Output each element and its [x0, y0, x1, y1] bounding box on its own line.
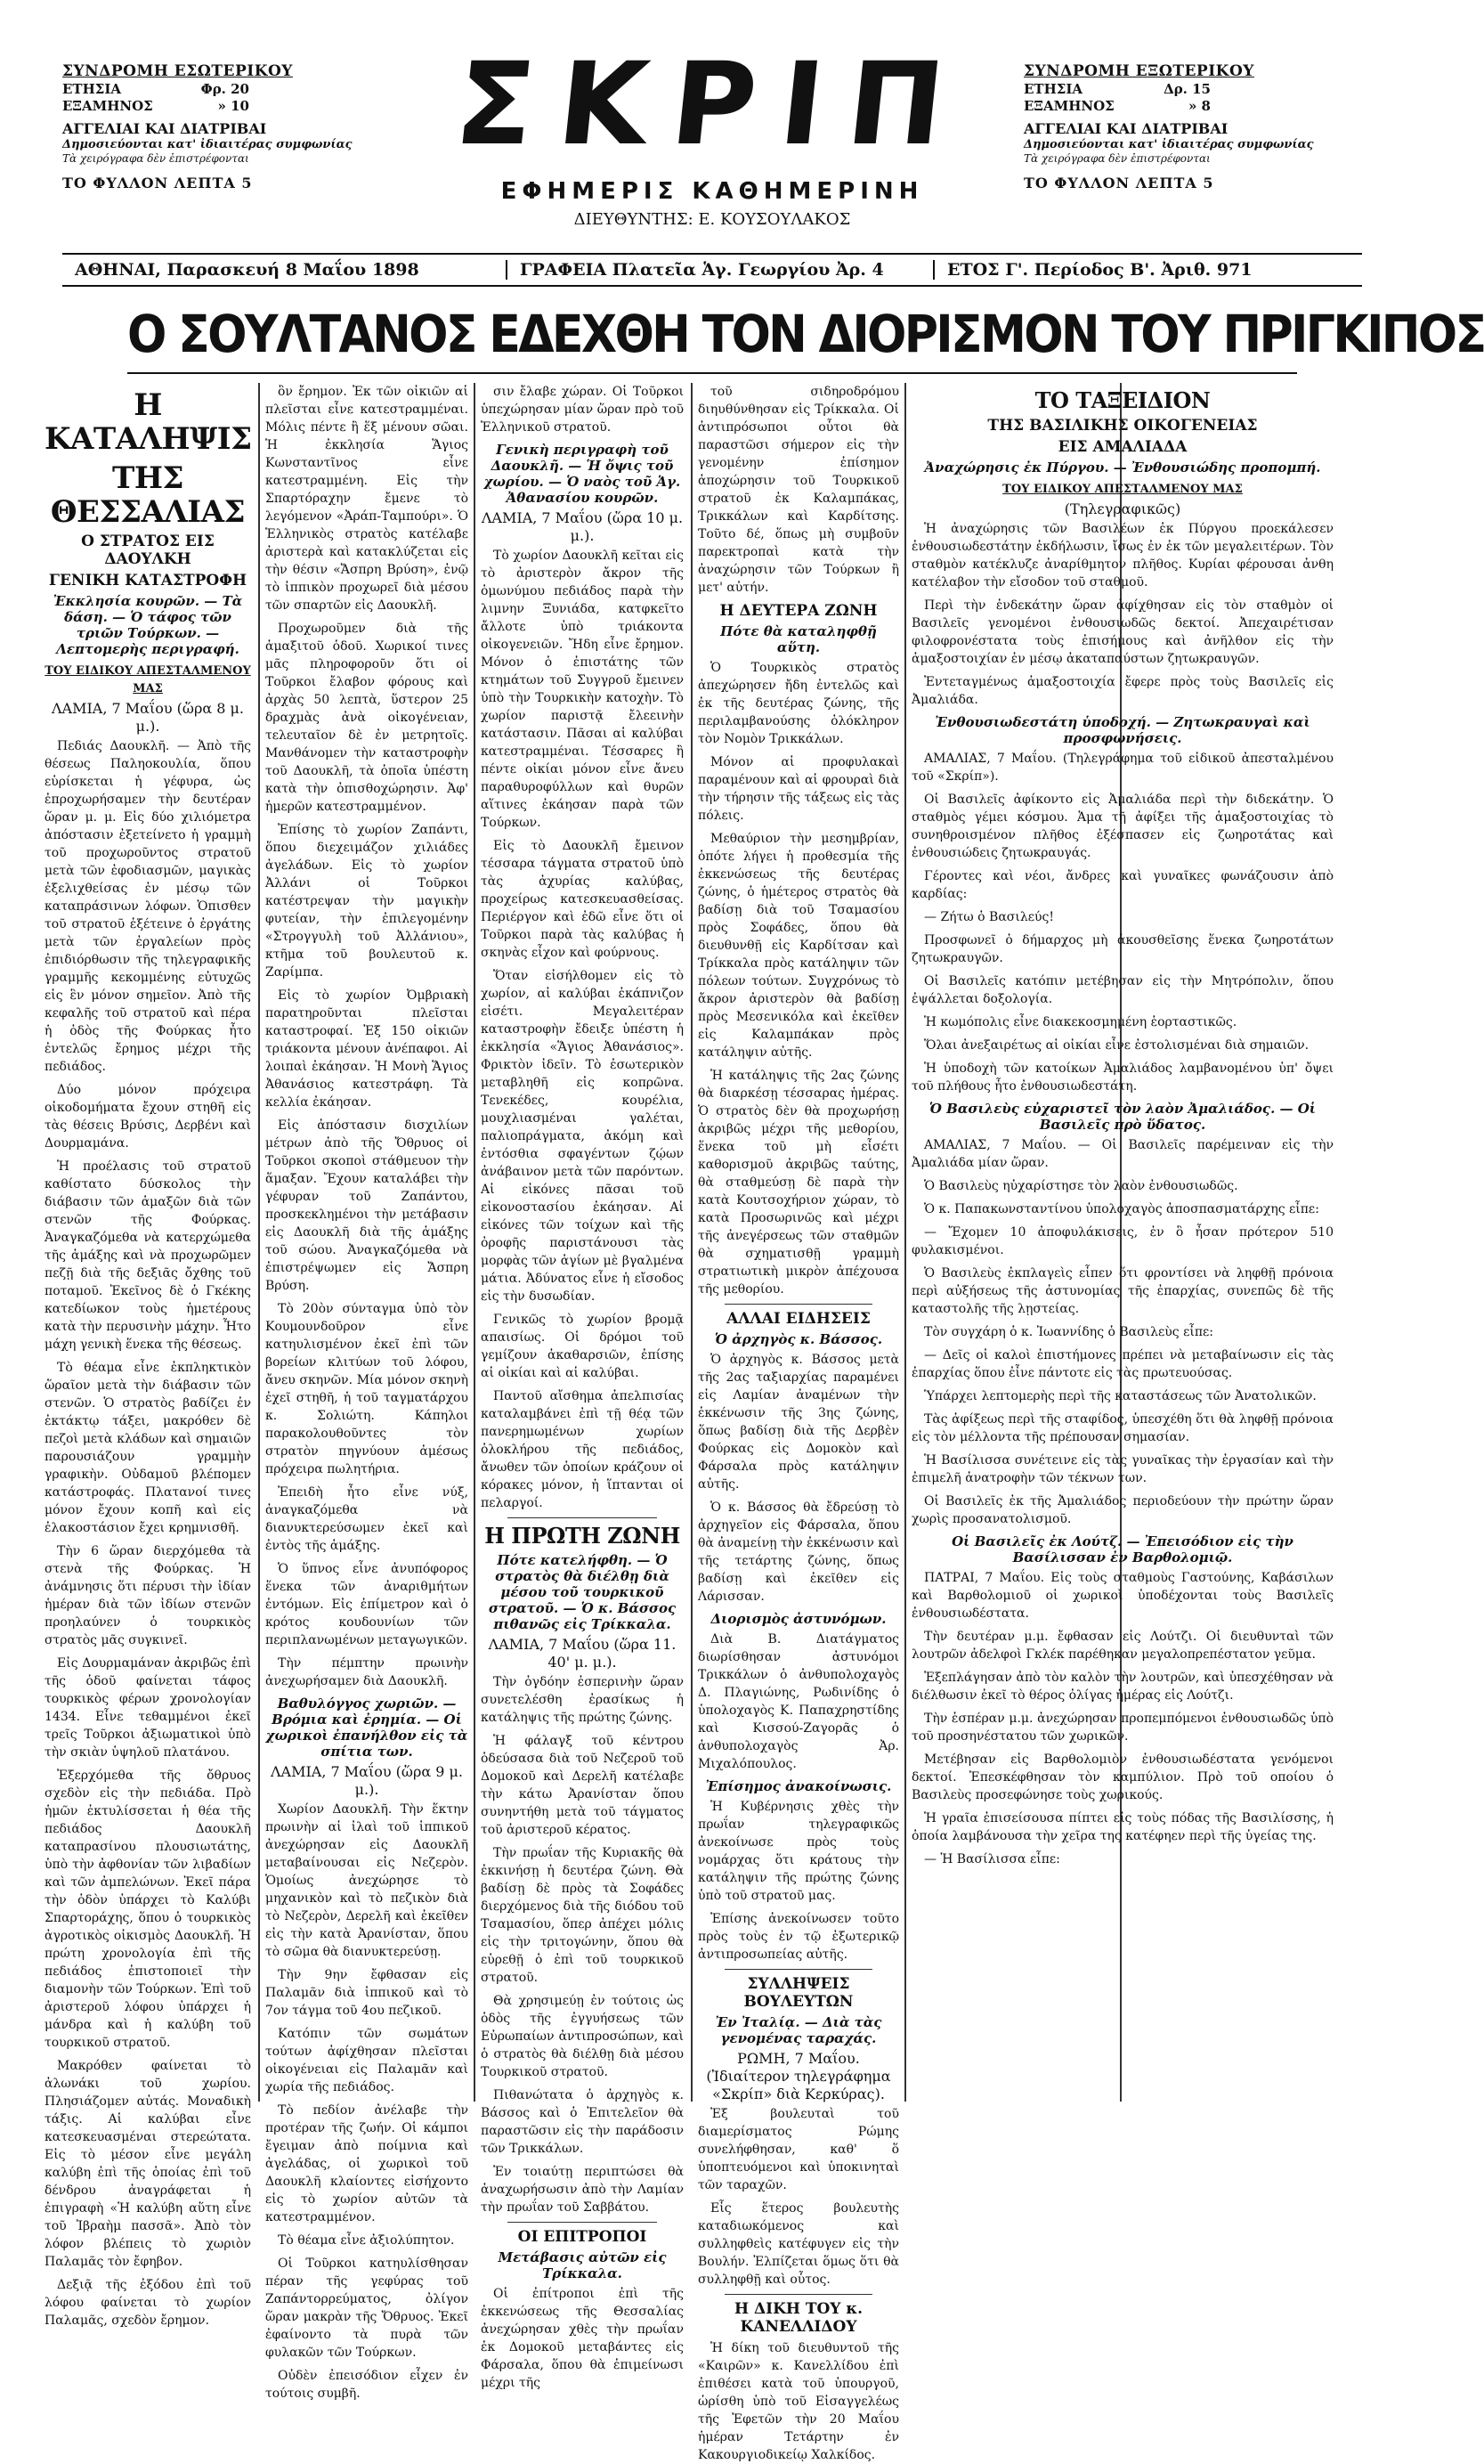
- ads-heading: ΑΓΓΕΛΙΑΙ ΚΑΙ ΔΙΑΤΡΙΒΑΙ: [62, 119, 267, 137]
- subscription-row: [62, 98, 249, 115]
- paragraph: Τὸ χωρίον Δαουκλῆ κεῖται εἰς τὸ ἀριστερὸν ἄκρον τῆς ὁμωνύμου πεδιάδος παρὰ τὴν λιμνην Ξυνιάδα, κατφκεῖτο ἄλλοτε ὑπὸ τριάκοντα οἰκογενειῶν. Ἤδη εἶνε ἔρημον. Μόνον ὁ ἐπιστάτης τῶν κτημάτων τοῦ Συγγροῦ ἔμεινεν ὑπὸ τὴν Τουρκικὴν κατοχὴν. Τὸ χωρίον παριστᾷ ἔλεεινὴν κατάστασιν. Πᾶσαι αἱ καλύβαι κατεστραμμέναι. Τέσσαρες ἢ πέντε οἰκίαι μόνον εἶνε ἄνευ παραθυροφύλλων καὶ θυρῶν αἵτινες ἐκάησαν παρὰ τῶν Τούρκων.: [481, 549, 684, 830]
- paragraph: Ἐξ βουλευταὶ τοῦ διαμερίσματος Ρώμης συνελήφθησαν, καθ' ὅ ὑποπτευόμενοι καὶ ὑποκινηταὶ τῶν ταραχῶν.: [698, 2107, 899, 2192]
- ads-note: Δημοσιεύονται κατ' ἰδιαιτέρας συμφωνίας: [1024, 137, 1314, 151]
- subscription-value: » 10: [217, 98, 249, 114]
- subscription-foreign: [1024, 62, 1335, 192]
- issue-price: ΤΟ ΦΥΛΛΟΝ ΛΕΠΤΑ 5: [1024, 175, 1214, 191]
- paragraph: Ὁ κ. Παπακωνσταντίνου ὑπολοχαγὸς ἀποσπασματάρχης εἶπε:: [924, 1202, 1319, 1216]
- paragraph: Μετέβησαν εἰς Βαρθολομιὸν ἐνθουσιωδέστατα γενόμενοι δεκτοί. Ἐπεσκέφθησαν τὸν καμπύλιον. Πρὸ τοῦ οποίου ὁ Βασιλεὺς προσεφώνησε τοὺς χωρικούς.: [912, 1752, 1334, 1802]
- paragraph: Γέροντες καὶ νέοι, ἄνδρες καὶ γυναῖκες φωνάζουσιν ἀπὸ καρδίας:: [912, 869, 1334, 901]
- article-column-2: [265, 383, 468, 2401]
- paragraph: Τὴν 6 ὥραν διερχόμεθα τὰ στενὰ τῆς Φούρκας. Ἡ ἀνάμνησις ὅτι πέρυσι τὴν ἰδίαν ἡμέραν διὰ τῶν ἰδίων στενῶν προηλαύνεν ὁ τουρκικὸς στρατὸς μᾶς συγκινεῖ.: [45, 1544, 251, 1647]
- manuscripts-note: Τὰ χειρόγραφα δὲν ἐπιστρέφονται: [1024, 152, 1211, 165]
- section-heading: Μετάβασις αὐτῶν εἰς Τρίκκαλα.: [498, 2249, 667, 2281]
- subscription-row: [1024, 81, 1211, 98]
- dateline: ΡΩΜΗ, 7 Μαΐου. (Ἰδιαίτερον τηλεγράφημα «Σκρίπ» διὰ Κερκύρας).: [706, 2050, 891, 2102]
- paragraph: Ἡ γραῖα ἐπισείσουσα πίπτει εἰς τοὺς πόδας τῆς Βασιλίσσης, ἡ ὁποία λαμβάνουσα τὴν χεῖρα της κατέφηεν περὶ τῆς ὑγείας της.: [912, 1811, 1334, 1843]
- article-column-4: [698, 383, 899, 2462]
- newspaper-subtitle: ΕΦΗΜΕΡΙΣ ΚΑΘΗΜΕΡΙΝΗ: [500, 178, 924, 205]
- section-heading: Ἐν Ἰταλίᾳ. — Διὰ τὰς γενομένας ταραχάς.: [715, 2014, 882, 2046]
- paragraph: Παντοῦ αἴσθημα ἀπελπισίας καταλαμβάνει ἐπὶ τῇ θέᾳ τῶν πανερημωμένων χωρίων ὁλοκλήρου τῆς πεδιάδος, ἄνωθεν τῶν ὁποίων κράζουν οἱ κόρακες μόνον, ἡ ἵπτανται οἱ πελαργοί.: [481, 1389, 684, 1510]
- paragraph: σιν ἔλαβε χώραν. Οἱ Τοῦρκοι ὑπεχώρησαν μίαν ὥραν πρὸ τοῦ Ἑλληνικοῦ στρατοῦ.: [481, 385, 684, 435]
- paragraph: Τὴν πρωΐαν τῆς Κυριακῆς θὰ ἐκκινήσῃ ἡ δευτέρα ζώνη. Θὰ βαδίσῃ δὲ πρὸς τὰ Σοφάδες διερχόμενος διὰ τῆς διόδου τοῦ Τσαμασίου, ὅπερ ἀπέχει μόλις εἰς τὴν τριτογώνην, ὅπου θὰ εὑρεθῇ ὁ ἐπὶ τοῦ τουρκικοῦ στρατοῦ.: [481, 1846, 684, 1985]
- paragraph: Κατόπιν τῶν σωμάτων τούτων ἀφίχθησαν πλεῖσται οἰκογένειαι εἰς Παλαμᾶν καὶ χωρία τῆς πεδιάδος.: [265, 2027, 468, 2094]
- dateline: ΛΑΜΙΑ, 7 Μαΐου (ὥρα 10 μ. μ.).: [481, 509, 684, 544]
- paragraph: Οἱ Βασιλεῖς κατόπιν μετέβησαν εἰς τὴν Μητρόπολιν, ὅπου ἐψάλλεται δοξολογία.: [912, 974, 1334, 1006]
- paragraph: Εἷς ἕτερος βουλευτὴς καταδιωκόμενος καὶ συλληφθεὶς κατέφυγεν εἰς τὴν Βουλήν. Ἐλπίζεται ὅμως ὅτι θὰ συλληφθῇ καὶ οὗτος.: [698, 2201, 899, 2287]
- paragraph: Ὁ Βασιλεὺς ἐκπλαγεὶς εἶπεν ὅτι φροντίσει νὰ ληφθῇ πρόνοια περὶ αὐξήσεως τῆς ἀστυνομίας τῆς ἐπαρχίας, συνεπῶς δὲ τῆς καταστολῆς τῆς λῃστείας.: [912, 1266, 1334, 1316]
- section-divider: [725, 2294, 872, 2295]
- paragraph: Ὅλαι ἀνεξαιρέτως αἱ οἰκίαι εἶνε ἐστολισμέναι διὰ σημαιῶν.: [924, 1038, 1310, 1053]
- article-title: ΤΟ ΤΑΞΕΙΔΙΟΝ: [1034, 387, 1211, 413]
- paragraph: Πεδιάς Δαουκλῆ. — Ἀπὸ τῆς θέσεως Παληοκουλία, ὅπου εὑρίσκεται ἡ γέφυρα, ὡς ἐπροχωρήσαμεν τὴν δευτέραν ὥραν μ. μ. Εἰς δύο χιλιόμετρα ἀπόστασιν ἐξετείνετο ἡ γραμμὴ τοῦ προχωροῦντος στρατοῦ μετὰ τῶν ἐφοδιασμῶν, μαγικὰς ἐξελιχθείσας ἐν μέσῳ τῶν καταπράσινων λόφων. Ὁπισθεν τοῦ στρατοῦ ἐξέτεινε ὁ ἐργάτης μετὰ τῶν ἐργαλείων πρὸς ἐπιδιόρθωσιν τῆς τηλεγραφικῆς γραμμῆς κεκομμένης εὐτυχῶς εἰς ἓν μόνον σημεῖον. Ἀπὸ τῆς κεφαλῆς τοῦ στρατοῦ καὶ πέρα ἡ ὁδὸς τῆς Φούρκας ἦτο ἐντελῶς ἔρημος μέχρι τῆς πεδιάδος.: [45, 739, 251, 1074]
- subscription-label: ΕΤΗΣΙΑ: [1024, 81, 1083, 98]
- paragraph: Ἡ φάλαγξ τοῦ κέντρου ὁδεύσασα διὰ τοῦ Νεζεροῦ τοῦ Δομοκοῦ καὶ Δερελῆ κατέλαβε τὴν κάτω Ἀρανίσταν ὅπου συνηντήθη μετὰ τοῦ τάγματος τοῦ ἀριστεροῦ κέρατος.: [481, 1734, 684, 1837]
- paragraph: Διὰ Β. Διατάγματος διωρίσθησαν ἀστυνόμοι Τρικκάλων ὁ ἀνθυπολοχαγὸς Δ. Πλαγιώνης, Ρωδινίδης ὁ ὑπολοχαγὸς Κ. Παπαχρηστίδης καὶ Κισσού-Ζαγορᾶς ὁ ἀνθυπολοχαγὸς Ἀρ. Μιχαλόπουλος.: [698, 1632, 899, 1771]
- paragraph: — Ἡ Βασίλισσα εἶπε:: [924, 1852, 1060, 1866]
- article-column-3: [481, 383, 684, 2390]
- issue-price: ΤΟ ΦΥΛΛΟΝ ΛΕΠΤΑ 5: [62, 175, 253, 191]
- paragraph: Εἰς τὸ χωρίον Ὀμβριακὴ παρατηροῦνται πλεῖσται καταστροφαί. Ἐξ 150 οἰκιῶν τριάκοντα μένουν ἀνέπαφοι. Αἱ λοιπαὶ ἐκάησαν. Ἡ Μονὴ Ἅγιος Ἀθανάσιος κατεστράφη. Τὰ κελλία ἐκάησαν.: [265, 988, 468, 1110]
- paragraph: Πιθανώτατα ὁ ἀρχηγὸς κ. Βάσσος καὶ ὁ Ἐπιτελεῖον θὰ παραστῶσιν εἰς τὴν παράδοσιν τῶν Τρικκάλων.: [481, 2088, 684, 2156]
- paragraph: Ἡ κατάληψις τῆς 2ας ζώνης θὰ διαρκέσῃ τέσσαρας ἡμέρας. Ὁ στρατὸς δὲν θὰ προχωρήσῃ ἀκριβῶς μέχρι τῆς μεθορίου, ἕνεκα τοῦ μὴ εἶσέτι καθορισμοῦ ἀκριβῶς ταύτης, θὰ σταθμεύσῃ δὲ παρὰ τὴν κατὰ Κουτσοχήριον χώραν, τὸ κατὰ Προσωρινῶς καὶ μέχρι τῆς ἀνεγέρσεως τῶν σταθμῶν θὰ σχηματισθῇ γραμμὴ στρατιωτικὴ μικρὸν ἀπέχουσα τῆς μεθορίου.: [698, 1069, 899, 1297]
- section-heading: Γενικὴ περιγραφὴ τοῦ Δαουκλῆ. — Ἡ ὄψις τοῦ χωρίου. — Ὁ ναὸς τοῦ Ἁγ. Ἀθανασίου κουρῶν.: [483, 442, 681, 506]
- paragraph: Ἡ ἀναχώρησις τῶν Βασιλέων ἐκ Πύργου προεκάλεσεν ἐνθουσιωδεστάτην ἐκδήλωσιν, ἴσως ἐν ἐκ τῶν μεγαλειτέρων. Τὸν σταθμὸν κατέκλυζε ἀναρίθμητον πλῆθος. Κυρίαι φέρουσαι ἀνθη κατέλαβον τὴν εἴσοδον τοῦ σταθμοῦ.: [912, 522, 1334, 590]
- dateline-bar: [62, 253, 1362, 287]
- section-heading: Ἐνθουσιωδεστάτη ὑποδοχή. — Ζητωκραυγαὶ καὶ προσφωνήσεις.: [935, 714, 1310, 746]
- paragraph: Ἐπίσης ἀνεκοίνωσεν τοῦτο πρὸς τοὺς ἐν τῷ ἐξωτερικῷ ἀντιπροσωπείας αὐτῆς.: [698, 1912, 899, 1962]
- paragraph: Ὁ ἀρχηγὸς κ. Βάσσος μετὰ τῆς 2ας ταξιαρχίας παραμένει εἰς Λαμίαν ἀναμένων τὴν ἐκκένωσιν τῆς 3ης ζώνης, ὅπως βαδίσῃ διὰ τῆς Δερβὲν Φούρκας εἰς Δομοκὸν καὶ Φάρσαλα πρὸς κατάληψιν αὐτῆς.: [698, 1353, 899, 1492]
- ads-note: Δημοσιεύονται κατ' ἰδιαιτέρας συμφωνίας: [62, 137, 353, 151]
- paragraph: Τὰς ἀφίξεως περὶ τῆς σταφίδος, ὑπεσχέθη ὅτι θὰ ληφθῇ πρόνοια εἰς τὸν μέλλοντα τῆς πρέπουσαν σημασίαν.: [912, 1412, 1334, 1444]
- paragraph: Ἡ προέλασις τοῦ στρατοῦ καθίστατο δύσκολος τὴν διάβασιν τῶν ἁμαξῶν διὰ τῶν στενῶν τῆς Φούρκας. Ἀναγκαζόμεθα νὰ κατερχώμεθα τῆς ἁμάξης καὶ νὰ προχωρῶμεν πεζῇ διὰ τῆς δεξιᾶς ὄχθης τοῦ ποταμοῦ. Ἐκεῖνος δὲ ὁ Γκέκης κατεδίωκον τοὺς ἡμετέρους κατὰ τὴν περυσινὴν μάχην. Ἦτο μάχη γενικὴ ἕνεκα τῆς θέσεως.: [45, 1159, 251, 1352]
- article-subtitle: ΓΕΝΙΚΗ ΚΑΤΑΣΤΡΟΦΗ: [48, 572, 247, 590]
- paragraph: Μεθαύριον τὴν μεσημβρίαν, ὁπότε λήγει ἡ προθεσμία τῆς ἐκκενώσεως τῆς δευτέρας ζώνης, ὁ ἡμέτερος στρατὸς θὰ βαδίσῃ διὰ τοῦ Τσαμασίου πρὸς Σοφάδες, ὅπου θὰ διευθυνθῇ εἰς Καρδίτσαν καὶ Τρίκκαλα πρὸς κατάληψιν τῶν πόλεων τούτων. Συγχρόνως τὸ ἄκρον ἀριστερὸν θὰ βαδίσῃ πρὸς Μεσενικόλα καὶ ἐκεῖθεν εἰς Καλαμπάκαν πρὸς κατάληψιν αὐτῆς.: [698, 832, 899, 1060]
- subscription-value: Δρ. 15: [1164, 81, 1211, 98]
- subscription-domestic-title: ΣΥΝΔΡΟΜΗ ΕΣΩΤΕΡΙΚΟΥ: [62, 62, 293, 80]
- paragraph: Ἡ Βασίλισσα συνέτεινε εἰς τὰς γυναῖκας τὴν ἐργασίαν καὶ τὴν ἐπιμελῆ ἀνατροφὴν τῶν τέκνων των.: [912, 1453, 1334, 1485]
- article-title: ΤΗΣ ΘΕΣΣΑΛΙΑΣ: [50, 460, 246, 530]
- paragraph: — Δεῖς οἱ καλοὶ ἐπιστήμονες πρέπει νὰ μεταβαίνωσιν εἰς τὰς ἐπαρχίας ὅπου ἐἶνε πάντοτε εἰς τὰς πρωτευούσας.: [912, 1348, 1334, 1380]
- paragraph: Οἱ ἐπίτροποι ἐπὶ τῆς ἐκκενώσεως τῆς Θεσσαλίας ἀνεχώρησαν χθὲς τὴν πρωΐαν ἐκ Δομοκοῦ μεταβάντες εἰς Φάρσαλα, ὅπου θὰ ἐπιμείνωσι μέχρι τῆς: [481, 2287, 684, 2390]
- article-title: ΕΙΣ ΑΜΑΛΙΑΔΑ: [1058, 438, 1188, 456]
- paragraph: Οὐδὲν ἐπεισόδιον εἶχεν ἐν τούτοις συμβῆ.: [265, 2369, 468, 2401]
- paragraph: Τὴν ἑσπέραν μ.μ. ἀνεχώρησαν προπεμπόμενοι ἐνθουσιωδῶς ὑπὸ τοῦ προσηνέστατου τῶν χωρικῶν.: [912, 1712, 1334, 1744]
- paragraph: Προσφωνεῖ ὁ δήμαρχος μὴ ἀκουσθεῖσης ἕνεκα ζωηροτάτων ζητωκραυγῶν.: [912, 933, 1334, 965]
- paragraph: Ἡ Κυβέρνησις χθὲς τὴν πρωΐαν τηλεγραφικῶς ἀνεκοίνωσε πρὸς τοὺς νομάρχας ὅτι κράτους τὴν κατάληψιν τῆς πρώτης ζώνης ὑπὸ τοῦ στρατοῦ μας.: [698, 1800, 899, 1903]
- article-title: Η ΠΡΩΤΗ ΖΩΝΗ: [484, 1523, 680, 1549]
- paragraph: Δεξιᾷ τῆς ἐξόδου ἐπὶ τοῦ λόφου φαίνεται τὸ χωρίον Παλαμᾶς, σχεδὸν ἔρημον.: [45, 2278, 251, 2328]
- paragraph: Ἐπειδὴ ἦτο εἶνε νύξ, ἀναγκαζόμεθα νὰ διανυκτερεύσωμεν ἐκεῖ καὶ ἐντὸς τῆς ἁμάξης.: [265, 1485, 468, 1553]
- paragraph: Τὴν πέμπτην πρωινὴν ἀνεχωρήσαμεν διὰ Δαουκλῆ.: [265, 1656, 468, 1688]
- paragraph: ὂν ἔρημον. Ἐκ τῶν οἰκιῶν αἱ πλεῖσται εἶνε κατεστραμμέναι. Μόλις πέντε ἢ ἕξ μένουν σῶαι. Ἡ ἐκκλησία Ἅγιος Κωνσταντῖνος εἶνε κατεστραμμένη. Εἰς τὴν Σπαρτόραχην ἔμενε τὸ λεγόμενον «Ἀράπ-Ταμπούρι». Ὁ Ἑλληνικὸς στρατὸς κατέλαβε ἀριστερὰ καὶ κατακλύζεται εἰς τὴν θέσιν «Ἄσπρη Βρύση», ἐνῷ τὸ ἱππικὸν προχωρεῖ διὰ μέσου τῶν σπαρτῶν εἰς Δαουκλῆ.: [265, 385, 468, 613]
- column-rule: [691, 383, 693, 2102]
- paragraph: Τὴν δευτέραν μ.μ. ἔφθασαν εἰς Λούτζι. Οἱ διευθυνταὶ τῶν λουτρῶν ἀδελφοὶ Γκλέκ παρέθηκαν μεγαλοπρεπέστατον γεῦμα.: [912, 1630, 1334, 1662]
- article-title: Η ΔΙΚΗ ΤΟΥ κ. ΚΑΝΕΛΛΙΔΟΥ: [734, 2300, 864, 2336]
- correspondent-credit: ΤΟΥ ΕΙΔΙΚΟΥ ΑΠΕΣΤΑΛΜΕΝΟΥ ΜΑΣ: [45, 664, 251, 695]
- correspondent-credit: ΤΟΥ ΕΙΔΙΚΟΥ ΑΠΕΣΤΑΛΜΕΝΟΥ ΜΑΣ: [1002, 483, 1243, 496]
- paragraph: Χωρίον Δαουκλῆ. Τὴν ἕκτην πρωινὴν αἱ ἰλαὶ τοῦ ἱππικοῦ ἀνεχώρησαν εἰς Δαουκλῆ μεταβαίνουσαι εἰς Νεζερὸν. Ὁμοίως ἀνεχώρησε τὸ μηχανικὸν καὶ τὸ πεζικὸν διὰ τὸ Νεζερὸν, Δερελῆ καὶ ἐκεῖθεν εἰς τὴν κατὰ Ἀρανίσταν, ὅπου τὸ σῶμα θὰ διανυκτερεύσῃ.: [265, 1802, 468, 1959]
- paragraph: Μόνον αἱ προφυλακαὶ παραμένουν καὶ αἱ φρουραὶ διὰ τὴν τήρησιν τῆς τάξεως εἰς τὰς πόλεις.: [698, 755, 899, 823]
- section-divider: [725, 1304, 872, 1305]
- paragraph: Ἡ κωμόπολις εἶνε διακεκοσμημένη ἑορταστικῶς.: [924, 1015, 1237, 1029]
- paragraph: ΑΜΑΛΙΑΣ, 7 Μαΐου. — Οἱ Βασιλεῖς παρέμειναν εἰς τὴν Ἀμαλιάδα μίαν ὥραν.: [912, 1138, 1334, 1170]
- section-heading: Διορισμὸς ἀστυνόμων.: [710, 1611, 887, 1627]
- column-rule: [474, 383, 475, 2102]
- article-title: ΟΙ ΕΠΙΤΡΟΠΟΙ: [517, 2228, 647, 2246]
- paragraph: Ἐξερχόμεθα τῆς ὄθρυος σχεδὸν εἰς τὴν πεδιάδα. Πρὸ ἡμῶν ἐκτυλίσσεται ἡ θέα τῆς πεδιάδος Δαουκλῆ καταπρασίνου πλουσιωτάτης, ὑπὸ τὴν ἀφθονίαν τῶν λιβαδίων καὶ τῶν ἀμπελώνων. Ἐκεῖ πάρα τὴν ὁδὸν ὑπάρχει τὸ Καλύβι Σπαρτοράχης, ὅπου ὁ τουρκικὸς ἀγροτικὸς οἰκισμὸς Δαουκλῆ. Ἡ πρώτη χρονολογία ἐπὶ τῆς πεδιάδος ἐπιστοποιεῖ τὴν διαμονὴν τῶν Τούρκων. Ἐπὶ τοῦ ἀριστεροῦ λόφου ὑπάρχει ἡ μάνδρα καὶ ἡ καλύβη τοῦ τουρκικοῦ στρατοῦ.: [45, 1769, 251, 2050]
- subscription-value: » 8: [1188, 98, 1211, 114]
- issue-date: ΑΘΗΝΑΙ, Παρασκευή 8 Μαΐου 1898: [75, 260, 419, 280]
- ads-heading: ΑΓΓΕΛΙΑΙ ΚΑΙ ΔΙΑΤΡΙΒΑΙ: [1024, 119, 1229, 137]
- paragraph: Γενικῶς τὸ χωρίον βρομᾷ απαισίως. Οἱ δρόμοι τοῦ γεμίζουν ἀκαθαρσιῶν, ἐπίσης αἱ οἰκίαι καὶ αἱ καλύβαι.: [481, 1313, 684, 1380]
- section-heading: Ἐπίσημος ἀνακοίνωσις.: [705, 1778, 892, 1794]
- paragraph: Τὸν συγχάρη ὁ κ. Ἰωαννίδης ὁ Βασιλεὺς εἶπε:: [924, 1325, 1213, 1339]
- manuscripts-note: Τὰ χειρόγραφα δὲν ἐπιστρέφονται: [62, 152, 249, 165]
- article-title: ΤΗΣ ΒΑΣΙΛΙΚΗΣ ΟΙΚΟΓΕΝΕΙΑΣ: [987, 417, 1258, 435]
- paragraph: Τὸ θέαμα εἶνε ἐκπληκτικὸν ὥραῖον μετὰ τὴν διάβασιν τῶν στενῶν. Ὁ στρατὸς βαδίζει ἐν ἐκτάκτῳ τάξει, μακρόθεν δὲ πεζοὶ μετὰ κλάδων καὶ σημαιῶν παρουσιάζουν γραμμὴν γραφικὴν. Οὐδαμοῦ βλέπομεν κατάστροφάς. Πλατανοί τινες μόνον ἔχουν κοπῆ καὶ εἰς ἐλακοστάσιον ἔχει κρημνισθῆ.: [45, 1361, 251, 1535]
- article-title: Η ΔΕΥΤΕΡΑ ΖΩΝΗ: [719, 602, 878, 620]
- paragraph: ΠΑΤΡΑΙ, 7 Μαΐου. Εἰς τοὺς σταθμοὺς Γαστούνης, Καβάσιλων καὶ Βαρθολομιοῦ οἱ χωρικοὶ ὑποδέχονται τοὺς Βασιλεῖς ἐνθουσιωδέστατα.: [912, 1571, 1334, 1621]
- wire-note: (Τηλεγραφικῶς): [1064, 500, 1181, 517]
- paragraph: Θὰ χρησιμεύῃ ἐν τούτοις ὡς ὁδὸς τῆς ἐγγυήσεως τῶν Εὐρωπαίων ἀντιπροσώπων, καὶ ὁ στρατὸς θὰ διέλθῃ διὰ μέσου Τουρκικοῦ στρατοῦ.: [481, 1994, 684, 2079]
- main-headline: Ο ΣΟΥΛΤΑΝΟΣ ΕΔΕΧΘΗ ΤΟΝ ΔΙΟΡΙΣΜΟΝ ΤΟΥ ΠΡΙΓΚΙΠΟΣ: [127, 303, 1297, 374]
- paragraph: Ἐντεταγμένως ἁμαξοστοιχία ἔφερε πρὸς τοὺς Βασιλεῖς εἰς Ἀμαλιάδα.: [912, 675, 1334, 707]
- paragraph: Ὁ Τουρκικὸς στρατὸς ἀπεχώρησεν ἤδη ἐντελῶς καὶ ἐκ τῆς δευτέρας ζώνης, τῆς περιλαμβανούσης ὁλόκληρον τὸν Νομὸν Τρικκάλων.: [698, 661, 899, 746]
- paragraph: Τὸ θέαμα εἶνε ἀξιολύπητον.: [278, 2233, 455, 2248]
- paragraph: Ὁ ὕπνος εἶνε ἀνυπόφορος ἕνεκα τῶν ἀναριθμήτων ἐντόμων. Εἰς ἐπίμετρον καὶ ὁ κρότος κουδουνίων τῶν περιπλανωμένων μεταγωγικῶν.: [265, 1562, 468, 1647]
- paragraph: Οἱ Τοῦρκοι κατηυλίσθησαν πέραν τῆς γεφύρας τοῦ Ζαπάντορρεύματος, ὀλίγον ὥραν μακρὰν τῆς Ὄθρυος. Ἐκεῖ ἐφαίνοντο τὰ πυρὰ τῶν φυλακῶν τῶν Τούρκων.: [265, 2257, 468, 2360]
- article-title: ΑΛΛΑΙ ΕΙΔΗΣΕΙΣ: [726, 1310, 871, 1328]
- subscription-domestic: [62, 62, 374, 192]
- article-column-1: [45, 383, 252, 2328]
- section-heading: Ὁ Βασιλεὺς εὐχαριστεῖ τὸν λαὸν Ἀμαλιάδος. — Οἱ Βασιλεῖς πρὸ ὕδατος.: [929, 1101, 1317, 1133]
- dateline: ΛΑΜΙΑ, 7 Μαΐου (ὥρα 9 μ. μ.).: [270, 1763, 464, 1798]
- issue-number: ΕΤΟΣ Γ'. Περίοδος Β'. Ἀριθ. 971: [933, 260, 1362, 280]
- paragraph: Ὅταν εἰσήλθομεν εἰς τὸ χωρίον, αἱ καλύβαι ἐκάπνιζον εἰσέτι. Μεγαλειτέραν καταστροφὴν ἔδειξε ὑπέστη ἡ ἐκκλησία «Ἅγιος Ἀθανάσιος». Φρικτὸν ἰδεῖν. Τὸ ἐσωτερικὸν μεταβληθῆ εἰς κοπρῶνα. Τενεκέδες, κουρέλια, μουχλιασμέναι γαλέται, παλιοπράγματα, ἀκόμη καὶ ἐντόσθια σφαγέντων ζῴων ἀνάβαινον μετὰ τῶν παρόντων. Αἱ εἰκόνες πᾶσαι τοῦ εἰκονοστασίου ἐκάησαν. Αἱ εἰκόνες τῶν τοίχων καὶ τῆς ὀροφῆς παριστάνουσι τὰς μορφὰς τῶν ἁγίων μὲ βγαλμένα μάτια. Ἀδύνατος εἶνε ἡ εἴσοδος εἰς τὴν δυσωδίαν.: [481, 969, 684, 1304]
- section-heading: Ὁ ἀρχηγὸς κ. Βάσσος.: [714, 1331, 883, 1347]
- paragraph: Ἡ δίκη τοῦ διευθυντοῦ τῆς «Καιρῶν» κ. Κανελλίδου ἐπὶ ἐπιθέσει κατὰ τοῦ ὑπουργοῦ, ὡρίσθη ὑπὸ τοῦ Εἰσαγγελέως τῆς Ἐφετῶν τὴν 20 Μαΐου ἡμέραν Τετάρτην ἐν Κακουργιοδικείῳ Χαλκίδος.: [698, 2341, 899, 2462]
- newspaper-logo: ΣΚΡΙΠ: [449, 38, 976, 171]
- article-title: ΣΥΛΛΗΨΕΙΣ ΒΟΥΛΕΥΤΩΝ: [743, 1975, 854, 2011]
- paragraph: ΑΜΑΛΙΑΣ, 7 Μαΐου. (Τηλεγράφημα τοῦ εἰδικοῦ ἀπεσταλμένου τοῦ «Σκρίπ»).: [912, 752, 1334, 784]
- paragraph: — Ἔχομεν 10 ἀποφυλάκισεις, ἐν ὃ ἦσαν πρότερον 510 φυλακισμένοι.: [912, 1225, 1334, 1257]
- subscription-foreign-title: ΣΥΝΔΡΟΜΗ ΕΞΩΤΕΡΙΚΟΥ: [1024, 62, 1254, 80]
- column-rule: [904, 383, 906, 2102]
- paragraph: Ἐξεπλάγησαν ἀπὸ τὸν καλὸν τὴν λουτρῶν, καὶ ὑπεσχέθησαν νὰ διέλθωσιν ἐκεῖ τὸ θέρος ὀλίγας ἡμέρας εἰς Λούτζι.: [912, 1671, 1334, 1703]
- paragraph: — Ζήτω ὁ Βασιλεύς!: [924, 910, 1054, 924]
- newspaper-director: ΔΙΕΥΘΥΝΤΗΣ: Ε. ΚΟΥΣΟΥΛΑΚΟΣ: [573, 210, 851, 229]
- article-title: Η ΚΑΤΑΛΗΨΙΣ: [45, 387, 252, 457]
- paragraph: τοῦ σιδηροδρόμου διηυθύνθησαν εἰς Τρίκκαλα. Οἱ ἀντιπρόσωποι οὗτοι θὰ παραστῶσι σήμερον εἰς τὴν γενομένην ἐπίσημον ἀποχώρησιν τοῦ Τουρκικοῦ στρατοῦ ἐκ Καλαμπάκας, Τρικκάλων καὶ Καρδίτσης. Τοῦτο δέ, ὅπως μὴ συμβοῦν παρεκτροπαὶ κατὰ τὴν ἀναχώρησιν τῶν Τούρκων ἢ μετ' αὐτήν.: [698, 385, 899, 595]
- article-summary: Ἀναχώρησις ἐκ Πύργου. — Ἐνθουσιώδης προπομπή.: [924, 459, 1321, 476]
- subscription-row: [62, 81, 249, 98]
- paragraph: Τὴν ὀγδόην ἑσπερινὴν ὥραν συνετελέσθη ἐρασίκως ἡ κατάληψις τῆς πρώτης ζώνης.: [481, 1675, 684, 1725]
- paragraph: Δύο μόνον πρόχειρα οἰκοδομήματα ἔχουν στηθῆ εἰς τὰς θέσεις Βρύσις, Δερβένι καὶ Δουρμαμάνα.: [45, 1083, 251, 1151]
- office-address: ΓΡΑΦΕΙΑ Πλατεῖα Ἁγ. Γεωργίου Ἀρ. 4: [506, 260, 933, 280]
- paragraph: Ὁ Βασιλεὺς ηὐχαρίστησε τὸν λαὸν ἐνθουσιωδῶς.: [924, 1179, 1238, 1193]
- paragraph: Ἐπίσης τὸ χωρίον Ζαπάντι, ὅπου διεχειμάζον χιλιάδες ἀγελάδων. Εἰς τὸ χωρίον Ἀλλάνι οἱ Τοῦρκοι κατέστρεψαν τὴν μαγικὴν φυτείαν, τὴν ἐπιλεγομένην «Στρογγυλὴ τοῦ Ἀλλάνιου», κτῆμα τοῦ βουλευτοῦ κ. Ζαρίμπα.: [265, 823, 468, 980]
- paragraph: Προχωροῦμεν διὰ τῆς ἁμαξιτοῦ ὁδοῦ. Χωρικοί τινες μᾶς πληροφοροῦν ὅτι οἱ Τοῦρκοι ἔλαβον φόρους καὶ ἀρχὰς 50 λεπτὰ, ὕστερον 25 δραχμὰς ἀνὰ οἰκογένειαν, τελευταῖον δὲ ἐν μετρητοῖς. Μανθάνομεν τὴν καταστροφὴν τοῦ Δαουκλῆ, τὰ ὁποῖα ὑπέστη κατὰ τὴν ὀπισθοχώρησιν. Ἀφ' ἡμερῶν κατεστραμμένον.: [265, 622, 468, 814]
- paragraph: Τὸ πεδίον ἀνέλαβε τὴν προτέραν τῆς ζωήν. Οἱ κάμποι ἔγειμαν ἀπὸ ποίμνια καὶ ἀγελάδας, οἱ χωρικοὶ τοῦ Δαουκλῆ κλαίοντες εἰσήχοντο εἰς τὸ χωρίον αὐτῶν τὰ κατεστραμμένον.: [265, 2103, 468, 2224]
- article-summary: Ἐκκλησία κουρῶν. — Τὰ δάση. — Ὁ τάφος τῶν τριῶν Τούρκων. — Λεπτομερὴς περιγραφή.: [53, 593, 243, 657]
- section-heading: Βαθυλόγγος χωριῶν. — Βρόμια καὶ ἐρημία. — Οἱ χωρικοὶ ἐπανήλθον εἰς τὰ σπίτια των.: [265, 1696, 468, 1760]
- paragraph: Εἰς ἀπόστασιν δισχιλίων μέτρων ἀπὸ τῆς Ὄθρυος οἱ Τοῦρκοι σκοποὶ στάθμευον τὴν ἅμαξαν. Ἔχουν καταλάβει τὴν γέφυραν τοῦ Ζαπάντου, προσκεκλημένοι τὴν μετάβασιν εἰς Δαουκλῆ διὰ τῆς ἁμάξης τοῦ σώου. Ἀναγκαζόμεθα νὰ ἐπιστρέψωμεν εἰς Ἄσπρη Βρύση.: [265, 1118, 468, 1293]
- column-rule: [258, 383, 260, 2102]
- paragraph: Μακρόθεν φαίνεται τὸ ἀλωνάκι τοῦ χωρίου. Πλησιάζομεν αὐτάς. Μοναδικὴ τάξις. Αἱ καλύβαι εἶνε κατεσκευασμέναι στερεώτατα. Εἰς τὸ μέσον εἶνε μεγάλη καλύβη ἐπὶ τῆς ὁποίας ἐπὶ τοῦ δένδρου ἀναγράφεται ἡ ἐπιγραφὴ «Ἡ καλύβη αὕτη εἶνε τοῦ Ἰβραὴμ πασσᾶ». Ἀπὸ τὸν λόφον βλέπεις τὸ χωριὸν Παλαμᾶς τὸν ἔφηβον.: [45, 2059, 251, 2269]
- paragraph: Ἐν τοιαύτῃ περιπτώσει θὰ ἀναχωρήσωσιν ἀπὸ τὴν Λαμίαν τὴν πρωΐαν τοῦ Σαββάτου.: [481, 2165, 684, 2215]
- section-divider: [725, 1969, 872, 1970]
- paragraph: Ὁ κ. Βάσσος θὰ ἔδρεύσῃ τὸ ἀρχηγεῖον εἰς Φάρσαλα, ὅπου θὰ ἀναμείνῃ τὴν ἐκκένωσιν καὶ τῆς τετάρτης ζώνης, ὅπως βαδίσῃ καὶ ἐκεῖθεν εἰς Λάρισσαν.: [698, 1500, 899, 1604]
- subscription-label: ΕΞΑΜΗΝΟΣ: [62, 98, 153, 114]
- paragraph: Τὴν 9ην ἔφθασαν εἰς Παλαμᾶν διὰ ἱππικοῦ καὶ τὸ 7ον τάγμα τοῦ 4ου πεζικοῦ.: [265, 1968, 468, 2018]
- dateline: ΛΑΜΙΑ, 7 Μαΐου (ὥρα 8 μ. μ.).: [51, 700, 245, 735]
- dateline: ΛΑΜΙΑ, 7 Μαΐου (ὥρα 11. 40' μ. μ.).: [488, 1636, 677, 1671]
- paragraph: Περὶ τὴν ἐνδεκάτην ὥραν ἀφίχθησαν εἰς τὸν σταθμὸν οἱ Βασιλεῖς γενομένοι ἐνθουσιωδῶς δεκτοί. Ἀπεχαιρέτισαν φιλοφρονέστατα τοὺς ἐπισήμους καὶ ἀνῆλθον εἰς τὴν ἁμαξοστοιχίαν ἐν μέσῳ ἀκαταπαύστων ζητωκραυγῶν.: [912, 598, 1334, 666]
- paragraph: Εἰς τὸ Δαουκλῆ ἔμεινον τέσσαρα τάγματα στρατοῦ ὑπὸ τὰς ἀχυρίας καλύβας, προχείρως κατεσκευασθείσας. Περιέργον καὶ ἐδῶ εἶνε ὅτι οἱ Τοῦρκοι παρὰ τὰς καλύβας ἡ σκηνὰς εἶχον καὶ φούρνους.: [481, 839, 684, 960]
- paragraph: Οἱ Βασιλεῖς ἐκ τῆς Ἀμαλιάδος περιοδεύουν τὴν πρώτην ὥραν χωρὶς προσανατολισμοῦ.: [912, 1494, 1334, 1526]
- subscription-label: ΕΤΗΣΙΑ: [62, 81, 122, 98]
- paragraph: Οἱ Βασιλεῖς ἀφίκοντο εἰς Ἀμαλιάδα περὶ τὴν διδεκάτην. Ὁ σταθμὸς γέμει κόσμου. Ἁμα τῇ ἀφίξει τῆς ἁμαξοστοιχίας τὸ συνηθροισμένον πλῆθος ἐξέσπασεν εἰς ζωηροτάτας καὶ ἐνθουσιώδεις ζητωκραυγάς.: [912, 793, 1334, 860]
- article-subtitle: Ο ΣΤΡΑΤΟΣ ΕΙΣ ΔΑΟΥΛΚΗ: [81, 533, 215, 568]
- section-divider: [507, 1517, 657, 1518]
- paragraph: Τὸ 20ὸν σύνταγμα ὑπὸ τὸν Κουμουνδοῦρον εἶνε κατηυλισμένον ἐκεῖ ἐπὶ τῶν βορείων κλιτύων τοῦ λόφου, ἄνευ σκηνῶν. Μία μόνον σκηνὴ ἐχεῖ στηθῆ, ἡ τοῦ ταγματάρχου κ. Σολιώτη. Κάπηλοι παρακολουθοῦντες τὸν στρατὸν πηγνύουν ἀμέσως πρόχειρα πωλητήρια.: [265, 1302, 468, 1476]
- section-heading: Πότε κατελήφθη. — Ὁ στρατὸς θὰ διέλθῃ διὰ μέσου τοῦ τουρκικοῦ στρατοῦ. — Ὁ κ. Βάσσος πιθανῶς εἰς Τρίκκαλα.: [488, 1552, 677, 1632]
- section-divider: [507, 2222, 657, 2223]
- paragraph: Ἡ ὑποδοχὴ τῶν κατοίκων Ἀμαλιάδος λαμβανομένου ὑπ' ὄψει τοῦ πλήθους ἦτο ἐνθουσιωδεστάτη.: [912, 1061, 1334, 1094]
- subscription-label: ΕΞΑΜΗΝΟΣ: [1024, 98, 1115, 114]
- subscription-value: Φρ. 20: [200, 81, 249, 98]
- subscription-row: [1024, 98, 1211, 115]
- paragraph: Εἰς Δουρμαμάναν ἀκριβῶς ἐπὶ τῆς ὁδοῦ φαίνεται τάφος τουρκικὸς φέρων χρονολογίαν 1434. Εἶνε τεθαμμένοι ἐκεῖ τρεῖς Τοῦρκοι ἀξιωματικοὶ ὑπὸ τὴν σκιὰν ὑψηλοῦ πλατάνου.: [45, 1656, 251, 1760]
- article-column-5: [912, 383, 1334, 2102]
- section-heading: Πότε θὰ καταληφθῇ αὕτη.: [720, 623, 877, 655]
- paragraph: Ὑπάρχει λεπτομερὴς περὶ τῆς καταστάσεως τῶν Ἀνατολικῶν.: [924, 1389, 1317, 1403]
- section-heading: Οἱ Βασιλεῖς ἐκ Λούτζ. — Ἐπεισόδιον εἰς τὴν Βασίλισσαν ἐν Βαρθολομιῷ.: [952, 1533, 1293, 1565]
